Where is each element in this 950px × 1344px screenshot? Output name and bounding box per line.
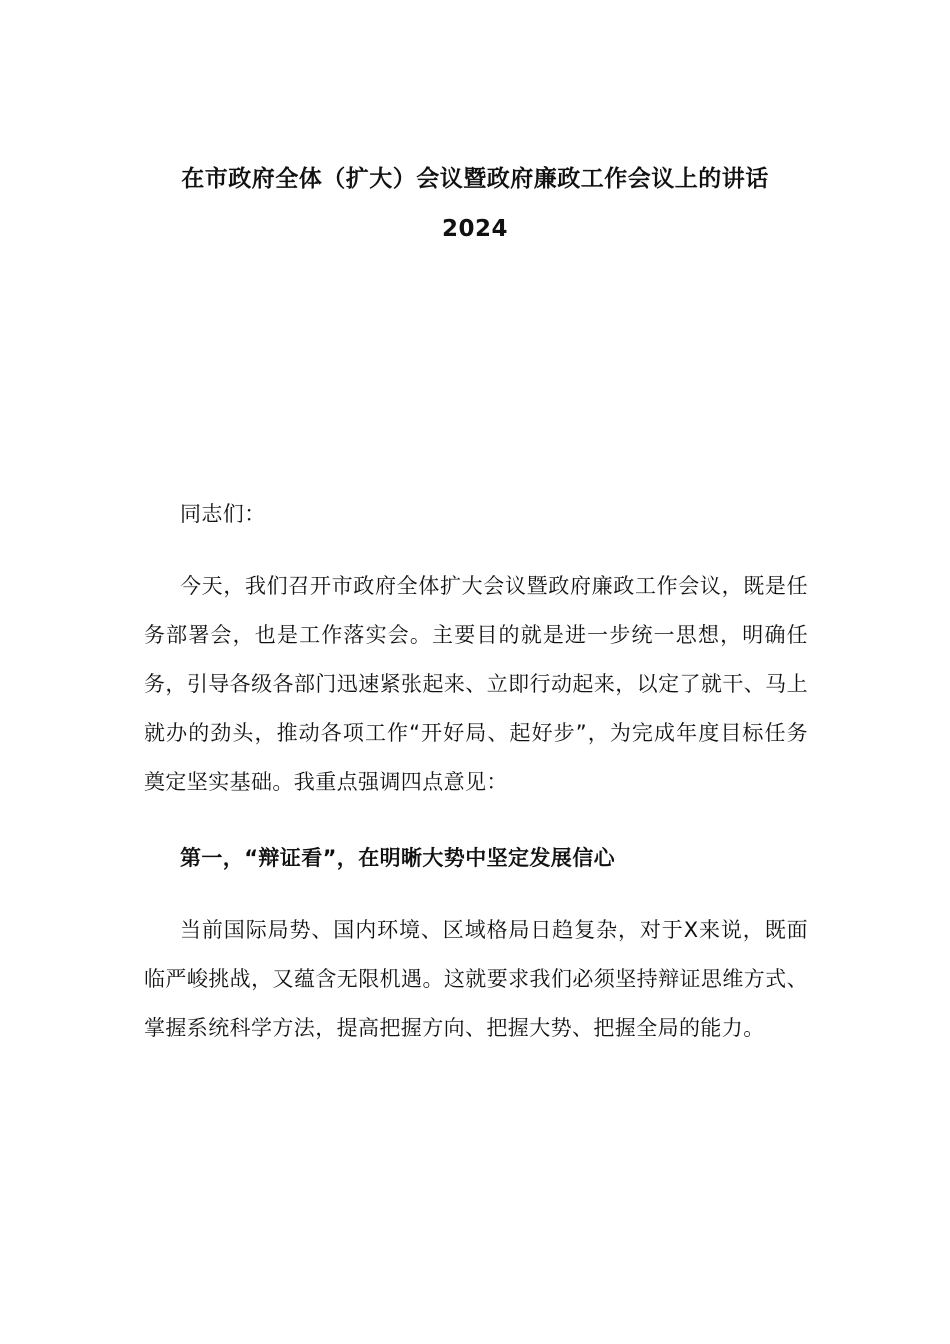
title-line-2: 2024	[441, 216, 508, 242]
salutation: 同志们：	[180, 502, 266, 526]
title-line-1: 在市政府全体（扩大）会议暨政府廉政工作会议上的讲话	[181, 166, 769, 192]
paragraph-2: 当前国际局势、国内环境、区域格局日趋复杂，对于X来说，既面临严峻挑战，又蕴含无限机遇。这就要求我们必须坚持辩证思维方式、掌握系统科学方法，提高把握方向、把握大势、把握全局的能力。	[144, 918, 808, 1040]
document-title	[0, 154, 950, 254]
paragraph-1: 今天，我们召开市政府全体扩大会议暨政府廉政工作会议，既是任务部署会，也是工作落实会。主要目的就是进一步统一思想，明确任务，引导各级各部门迅速紧张起来、立即行动起来，以定了就干、马上就办的劲头，推动各项工作“开好局、起好步”，为完成年度目标任务奠定坚实基础。我重点强调四点意见：	[144, 574, 808, 794]
section-heading-1: 第一，“辩证看”，在明晰大势中坚定发展信心	[180, 846, 616, 870]
